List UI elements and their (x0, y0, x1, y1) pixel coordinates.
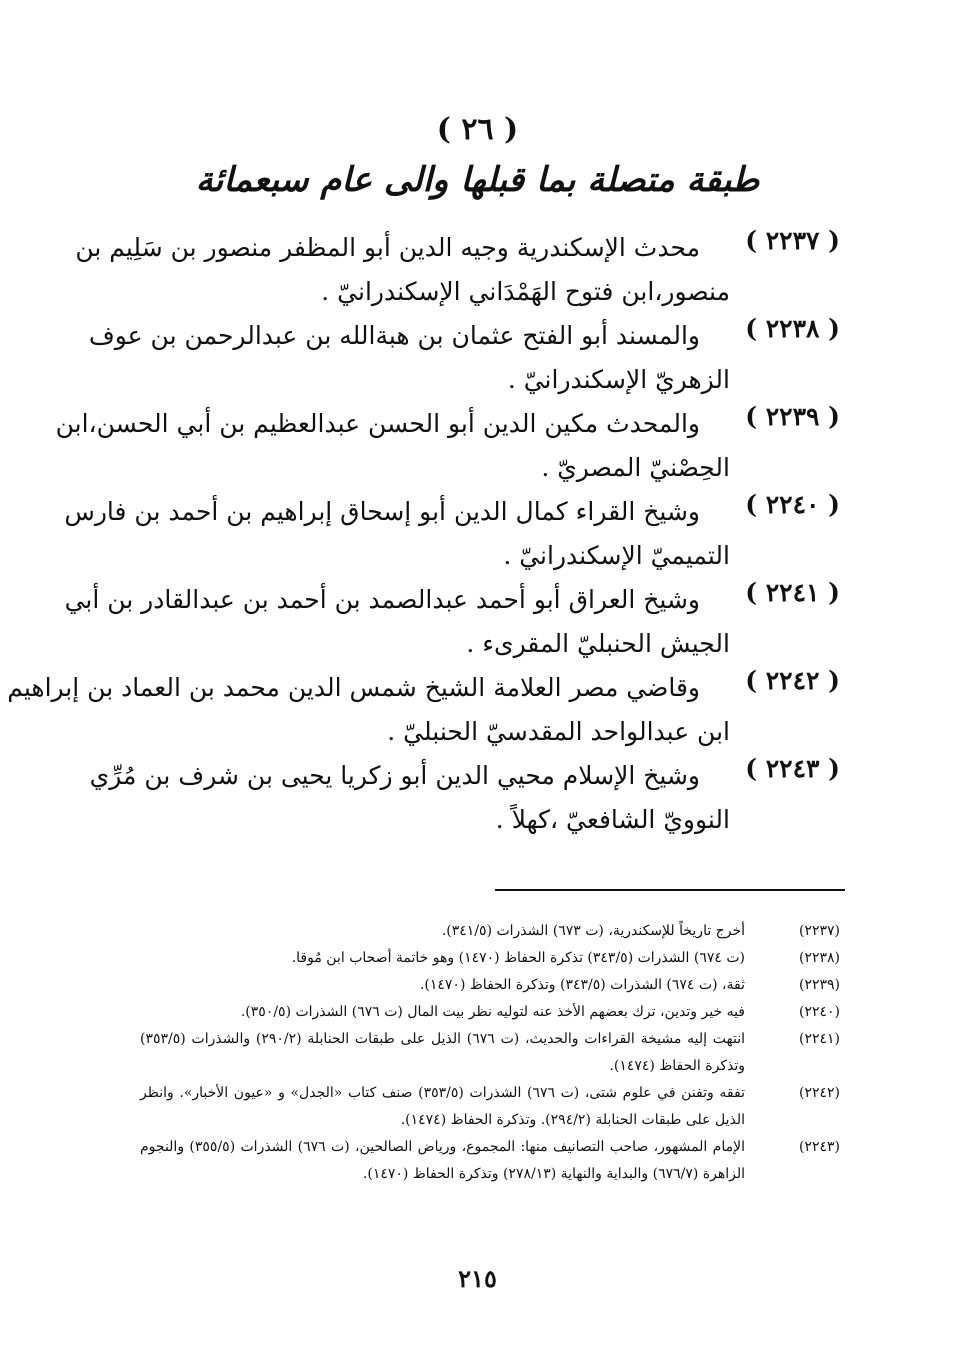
entry-line: والمسند أبو الفتح عثمان بن هبةالله بن عبدالرحمن بن عوف (88, 321, 700, 350)
footnote (140, 999, 840, 1026)
entry (88, 314, 840, 402)
footnote-divider (495, 889, 845, 891)
entry-line: وشيخ الإسلام محيي الدين أبو زكريا يحيى بن شرف بن مُرِّي (89, 761, 700, 790)
entry (64, 490, 840, 578)
footnote (140, 1134, 840, 1188)
footnote-number: (٢٢٣٩) (798, 977, 840, 993)
page-number: ٢١٥ (458, 1264, 497, 1293)
entry-number: ( ٢٢٣٧ ) (745, 226, 840, 255)
entry-line: الحِصْنيّ المصريّ . (541, 453, 730, 482)
entry-line: وقاضي مصر العلامة الشيخ شمس الدين محمد بن العماد بن إبراهيم (7, 673, 700, 702)
entry (55, 402, 840, 490)
entry-line: محدث الإسكندرية وجيه الدين أبو المظفر منصور بن سَلِيم بن (75, 233, 700, 262)
footnote (140, 1026, 840, 1080)
footnote-number: (٢٢٤٠) (798, 1004, 840, 1020)
footnote-text: فيه خير وتدين، ترك بعضهم الأخذ عنه لتوليه نظر بيت المال (ت ٦٧٦) الشذرات (٣٥٠/٥). (240, 1004, 745, 1020)
footnote (140, 1080, 840, 1134)
footnote (140, 972, 840, 999)
footnote (140, 918, 840, 945)
entry-line: الجيش الحنبليّ المقرىء . (466, 629, 730, 658)
footnote-text: أخرج تاريخاً للإسكندرية، (ت ٦٧٣) الشذرات (٣٤١/٥). (441, 923, 745, 939)
section-number: ( ٢٦ ) (436, 112, 519, 147)
footnote-text: ثقة، (ت ٦٧٤) الشذرات (٣٤٣/٥) وتذكرة الحفاظ (١٤٧٠). (419, 977, 745, 993)
entry-number: ( ٢٢٤٣ ) (745, 754, 840, 783)
footnote-text: (ت ٦٧٤) الشذرات (٣٤٣/٥) تذكرة الحفاظ (١٤٧٠) وهو خاتمة أصحاب ابن مُوقا. (291, 950, 745, 966)
footnote-number: (٢٢٤٢) (798, 1085, 840, 1101)
entry-line: وشيخ العراق أبو أحمد عبدالصمد بن أحمد بن عبدالقادر بن أبي (64, 585, 700, 614)
footnote-number: (٢٢٤١) (798, 1031, 840, 1047)
footnote (140, 945, 840, 972)
entry (75, 226, 840, 314)
footnote-text: تفقه وتفنن في علوم شتى، (ت ٦٧٦) الشذرات (٣٥٣/٥) صنف كتاب «الجدل» و «عيون الأخبار». وانظر الذيل على طبقات الحنابلة (٢٩٤/٢). وتذكرة الحفاظ (١٤٧٤). (140, 1085, 745, 1128)
footnotes (140, 918, 840, 1188)
entry-line: النوويّ الشافعيّ ،كهلاً . (495, 805, 730, 834)
entries-list (7, 226, 840, 842)
entry-line: الزهريّ الإسكندرانيّ . (507, 365, 730, 394)
entry-line: والمحدث مكين الدين أبو الحسن عبدالعظيم بن أبي الحسن،ابن (55, 409, 700, 438)
entry-number: ( ٢٢٣٩ ) (745, 402, 840, 431)
entry-line: ابن عبدالواحد المقدسيّ الحنبليّ . (387, 717, 730, 746)
footnote-number: (٢٢٣٨) (798, 950, 840, 966)
entry-number: ( ٢٢٤١ ) (745, 578, 840, 607)
entry (89, 754, 840, 842)
entry-line: التميميّ الإسكندرانيّ . (503, 541, 730, 570)
entry-line: منصور،ابن فتوح الهَمْدَاني الإسكندرانيّ . (321, 277, 730, 306)
footnote-number: (٢٢٣٧) (798, 923, 840, 939)
section-title: طبقة متصلة بما قبلها والى عام سبعمائة (195, 160, 760, 200)
entry (7, 666, 840, 754)
entry (64, 578, 840, 666)
entry-line: وشيخ القراء كمال الدين أبو إسحاق إبراهيم بن أحمد بن فارس (64, 497, 700, 526)
footnote-text: انتهت إليه مشيخة القراءات والحديث، (ت ٦٧٦) الذيل على طبقات الحنابلة (٢٩٠/٢) والشذرات (٣٥٣/٥) وتذكرة الحفاظ (١٤٧٤). (140, 1031, 745, 1074)
entry-number: ( ٢٢٣٨ ) (745, 314, 840, 343)
entry-number: ( ٢٢٤٠ ) (745, 490, 840, 519)
footnote-number: (٢٢٤٣) (798, 1139, 840, 1155)
footnote-text: الإمام المشهور، صاحب التصانيف منها: المجموع، ورياض الصالحين، (ت ٦٧٦) الشذرات (٣٥٥/٥) والنجوم الزاهرة (٦٧٦/٧) والبداية والنهاية (٢٧٨/١٣) وتذكرة الحفاظ (١٤٧٠). (140, 1139, 745, 1182)
entry-number: ( ٢٢٤٢ ) (745, 666, 840, 695)
